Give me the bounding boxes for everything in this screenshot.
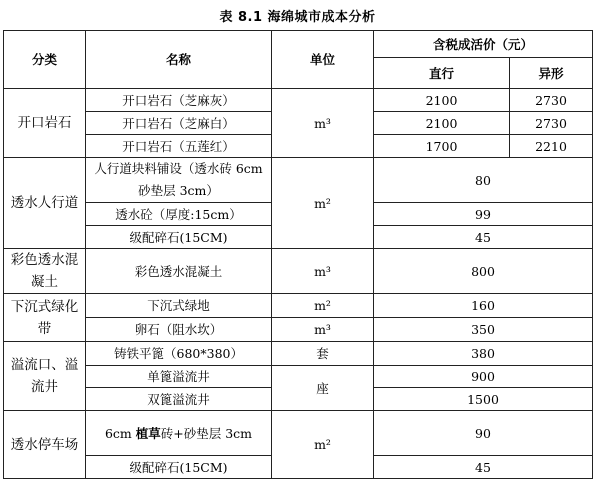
table-row bbox=[4, 294, 593, 318]
unit-cell: m² bbox=[272, 411, 374, 479]
table-row bbox=[4, 89, 593, 112]
name-cell: 开口岩石（五莲红） bbox=[86, 135, 272, 158]
header-curved: 异形 bbox=[510, 58, 593, 89]
category-cell: 彩色透水混凝土 bbox=[4, 249, 86, 294]
header-straight: 直行 bbox=[374, 58, 510, 89]
category-cell: 下沉式绿化带 bbox=[4, 294, 86, 342]
price-curved-cell: 2730 bbox=[510, 89, 593, 112]
price-cell: 380 bbox=[374, 342, 593, 366]
name-suffix: 砖+砂垫层 3cm bbox=[160, 425, 253, 441]
name-cell: 铸铁平篦（680*380） bbox=[86, 342, 272, 366]
price-straight-cell: 2100 bbox=[374, 89, 510, 112]
header-row bbox=[4, 31, 593, 58]
unit-cell: m² bbox=[272, 158, 374, 249]
category-cell: 开口岩石 bbox=[4, 89, 86, 158]
unit-cell: m³ bbox=[272, 89, 374, 158]
unit-cell: 座 bbox=[272, 366, 374, 411]
header-category: 分类 bbox=[4, 31, 86, 89]
name-cell: 下沉式绿地 bbox=[86, 294, 272, 318]
unit-cell: m³ bbox=[272, 318, 374, 342]
price-cell: 160 bbox=[374, 294, 593, 318]
price-curved-cell: 2730 bbox=[510, 112, 593, 135]
price-curved-cell: 2210 bbox=[510, 135, 593, 158]
price-cell: 45 bbox=[374, 226, 593, 249]
category-cell: 溢流口、溢流井 bbox=[4, 342, 86, 411]
header-price-group: 含税成活价（元） bbox=[374, 31, 593, 58]
name-cell: 级配碎石(15CM) bbox=[86, 226, 272, 249]
category-cell: 透水人行道 bbox=[4, 158, 86, 249]
name-cell: 级配碎石(15CM) bbox=[86, 456, 272, 479]
price-cell: 45 bbox=[374, 456, 593, 479]
table-row bbox=[4, 366, 593, 388]
name-cell: 人行道块料铺设（透水砖 6cm 砂垫层 3cm） bbox=[86, 158, 272, 203]
name-cell: 透水砼（厚度:15cm） bbox=[86, 203, 272, 226]
name-cell: 开口岩石（芝麻灰） bbox=[86, 89, 272, 112]
price-cell: 99 bbox=[374, 203, 593, 226]
name-cell: 单篦溢流井 bbox=[86, 366, 272, 388]
price-cell: 800 bbox=[374, 249, 593, 294]
table-title: 表 8.1 海绵城市成本分析 bbox=[219, 10, 376, 25]
price-cell: 80 bbox=[374, 158, 593, 203]
name-cell bbox=[86, 411, 272, 456]
table-row bbox=[4, 318, 593, 342]
name-bold: 植草 bbox=[135, 425, 161, 441]
table-row bbox=[4, 158, 593, 203]
name-cell: 卵石（阻水坎） bbox=[86, 318, 272, 342]
price-straight-cell: 2100 bbox=[374, 112, 510, 135]
header-unit: 单位 bbox=[272, 31, 374, 89]
table-row bbox=[4, 342, 593, 366]
name-prefix: 6cm bbox=[104, 425, 136, 441]
category-cell: 透水停车场 bbox=[4, 411, 86, 479]
table-row bbox=[4, 411, 593, 456]
name-cell: 开口岩石（芝麻白） bbox=[86, 112, 272, 135]
price-cell: 1500 bbox=[374, 388, 593, 411]
price-cell: 350 bbox=[374, 318, 593, 342]
unit-cell: 套 bbox=[272, 342, 374, 366]
price-cell: 90 bbox=[374, 411, 593, 456]
unit-cell: m³ bbox=[272, 249, 374, 294]
price-straight-cell: 1700 bbox=[374, 135, 510, 158]
name-cell: 彩色透水混凝土 bbox=[86, 249, 272, 294]
header-name: 名称 bbox=[86, 31, 272, 89]
cost-table bbox=[3, 30, 593, 479]
price-cell: 900 bbox=[374, 366, 593, 388]
name-cell: 双篦溢流井 bbox=[86, 388, 272, 411]
table-row bbox=[4, 249, 593, 294]
unit-cell: m² bbox=[272, 294, 374, 318]
